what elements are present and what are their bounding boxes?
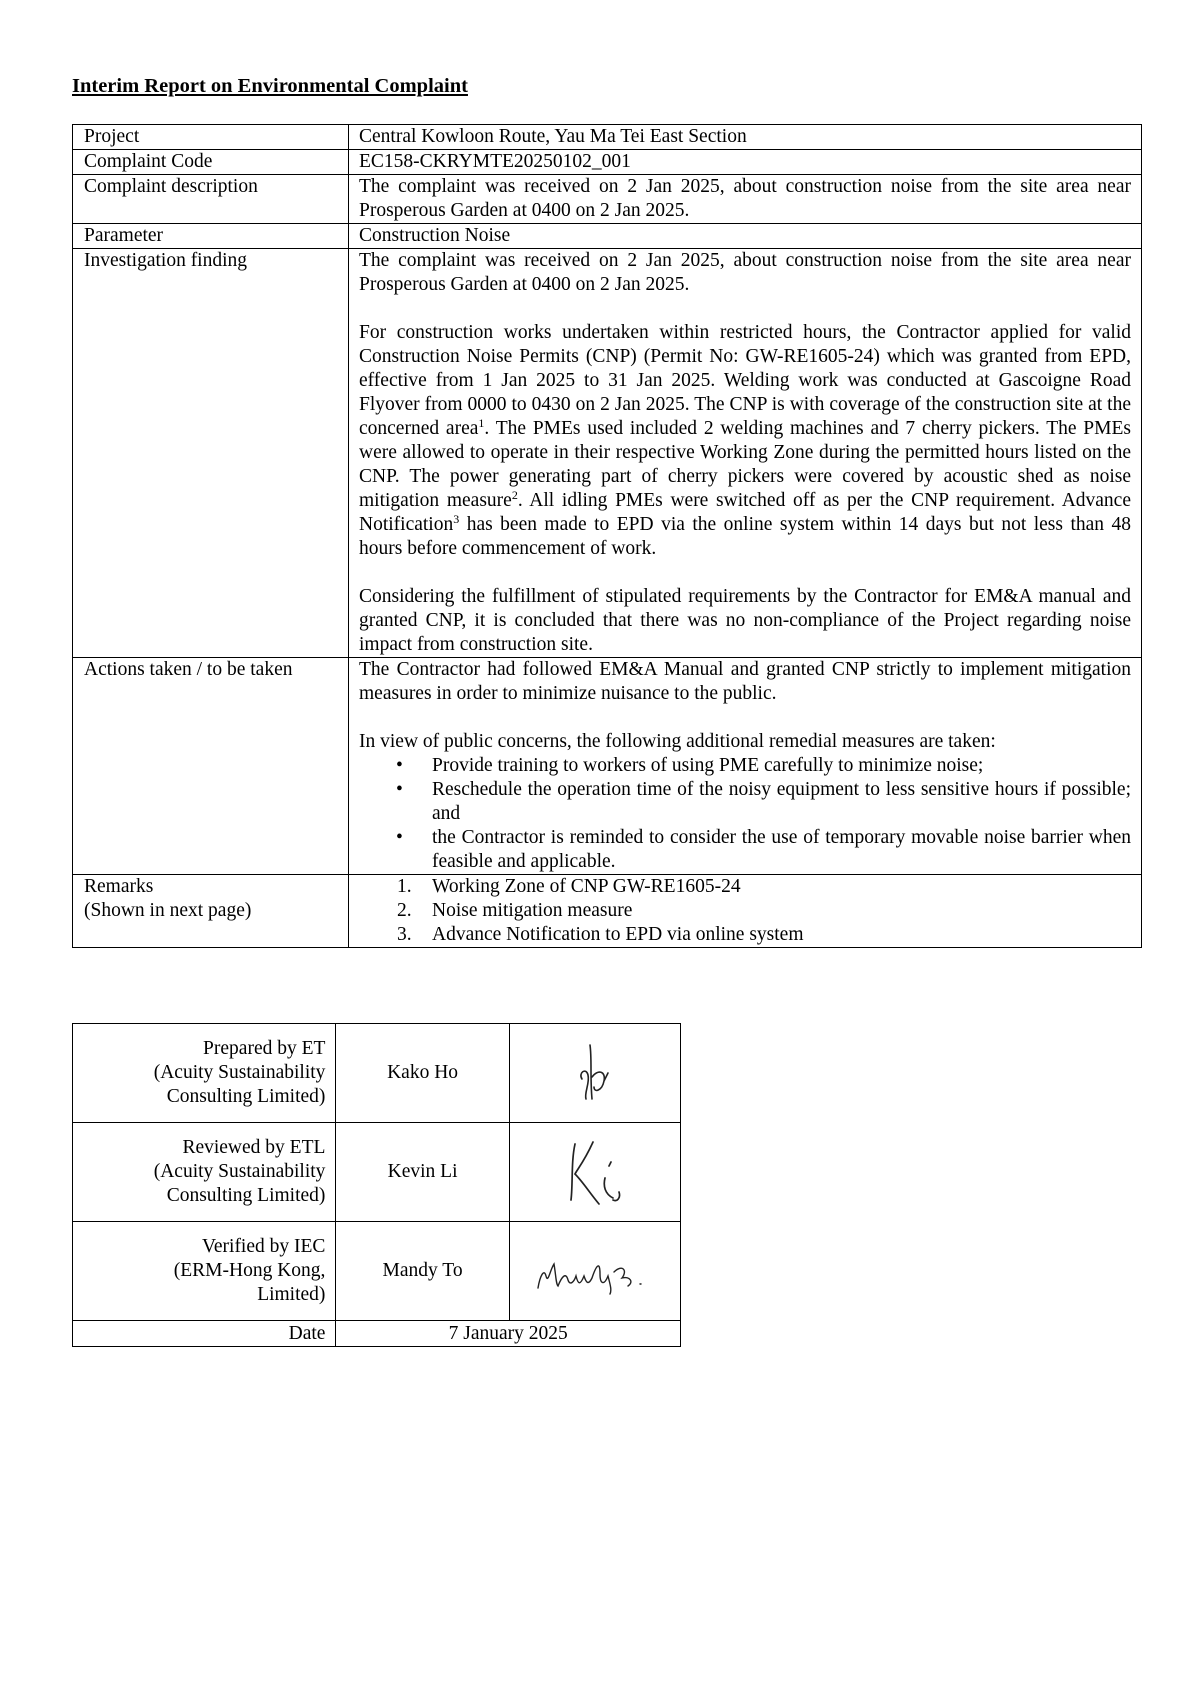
- verified-by-role: Verified by IEC (ERM-Hong Kong, Limited): [73, 1222, 336, 1321]
- row-complaint-code: [73, 150, 1142, 175]
- bullet-icon: •: [396, 827, 403, 848]
- complaint-table: [72, 124, 1142, 948]
- reviewed-by-signature: [509, 1123, 680, 1222]
- list-item: 1. Working Zone of CNP GW-RE1605-24: [397, 876, 741, 897]
- bullet-icon: •: [396, 779, 403, 800]
- verified-by-name: Mandy To: [336, 1222, 509, 1321]
- finding-paragraph-1: The complaint was received on 2 Jan 2025, about construction noise from the site area near Prosperous Garden at 0400 on 2 Jan 2025.: [359, 250, 1131, 295]
- date-value: 7 January 2025: [336, 1321, 681, 1347]
- list-item: • the Contractor is reminded to consider the use of temporary movable noise barrier when feasible and applicable.: [396, 827, 1131, 872]
- finding-paragraph-3: Considering the fulfillment of stipulated requirements by the Contractor for EM&A manual and granted CNP, it is concluded that there was no non-compliance of the Project regarding noise impact from construction site.: [359, 586, 1131, 655]
- row-project: [73, 125, 1142, 150]
- complaint-code-label: Complaint Code: [73, 150, 349, 175]
- row-remarks: [73, 875, 1142, 948]
- investigation-finding-value: [349, 249, 1142, 658]
- date-label: Date: [73, 1321, 336, 1347]
- signature-image: [530, 1246, 660, 1296]
- investigation-finding-label: Investigation finding: [73, 249, 349, 658]
- signature-image: [560, 1037, 630, 1109]
- actions-paragraph-1: The Contractor had followed EM&A Manual and granted CNP strictly to implement mitigation measures in order to minimize nuisance to the public.: [359, 659, 1131, 704]
- complaint-description-value: The complaint was received on 2 Jan 2025, about construction noise from the site area near Prosperous Garden at 0400 on 2 Jan 2025.: [349, 175, 1142, 224]
- project-value: Central Kowloon Route, Yau Ma Tei East Section: [349, 125, 1142, 150]
- footnote-ref-1: 1: [478, 416, 485, 430]
- report-title: Interim Report on Environmental Complaint: [72, 75, 468, 97]
- row-investigation-finding: [73, 249, 1142, 658]
- signoff-table: [72, 1023, 681, 1347]
- complaint-code-value: EC158-CKRYMTE20250102_001: [349, 150, 1142, 175]
- remarks-list: [359, 875, 1131, 947]
- list-item: • Provide training to workers of using PME carefully to minimize noise;: [396, 755, 984, 776]
- signoff-row-verified: [73, 1222, 681, 1321]
- reviewed-by-name: Kevin Li: [336, 1123, 509, 1222]
- parameter-value: Construction Noise: [349, 224, 1142, 249]
- parameter-label: Parameter: [73, 224, 349, 249]
- list-item: • Reschedule the operation time of the noisy equipment to less sensitive hours if possible; and: [396, 779, 1131, 824]
- finding-paragraph-2: For construction works undertaken within restricted hours, the Contractor applied for valid Construction Noise Permits (CNP) (Permit No: GW-RE1605-24) which was granted from EPD, effective from 1 Jan 2025 to 31 Jan 2025. Welding work was conducted at Gascoigne Road Flyover from 0000 to 0430 on 2 Jan 2025. The CNP is with coverage of the construction site at the concerned area$^1$. The PMEs used included 2 welding machines and 7 cherry pickers. The PMEs were allowed to operate in their respective Working Zone during the permitted hours listed on the CNP. The power generating part of cherry pickers were covered by acoustic shed as noise mitigation measure$^2$. All idling PMEs were switched off as per the CNP requirement. Advance Notification$^3$ has been made to EPD via the online system within 14 days but not less than 48 hours before commencement of work.: [359, 322, 1131, 559]
- remedial-measures-list: [359, 754, 1131, 874]
- signoff-row-date: [73, 1321, 681, 1347]
- row-actions: [73, 658, 1142, 875]
- footnote-ref-3: 3: [453, 512, 460, 526]
- row-parameter: [73, 224, 1142, 249]
- actions-paragraph-2: In view of public concerns, the following additional remedial measures are taken:: [359, 731, 996, 752]
- signature-image: [555, 1132, 635, 1212]
- signoff-row-reviewed: [73, 1123, 681, 1222]
- verified-by-signature: [509, 1222, 680, 1321]
- project-label: Project: [73, 125, 349, 150]
- remarks-label: Remarks (Shown in next page): [73, 875, 349, 948]
- prepared-by-signature: [509, 1024, 680, 1123]
- signoff-row-prepared: [73, 1024, 681, 1123]
- actions-label: Actions taken / to be taken: [73, 658, 349, 875]
- reviewed-by-role: Reviewed by ETL (Acuity Sustainability Consulting Limited): [73, 1123, 336, 1222]
- actions-value: [349, 658, 1142, 875]
- prepared-by-role: Prepared by ET (Acuity Sustainability Consulting Limited): [73, 1024, 336, 1123]
- bullet-icon: •: [396, 755, 403, 776]
- complaint-description-label: Complaint description: [73, 175, 349, 224]
- footnote-ref-2: 2: [511, 488, 518, 502]
- list-item: 3. Advance Notification to EPD via online system: [397, 924, 804, 945]
- prepared-by-name: Kako Ho: [336, 1024, 509, 1123]
- remarks-value: [349, 875, 1142, 948]
- list-item: 2. Noise mitigation measure: [397, 900, 633, 921]
- row-complaint-description: [73, 175, 1142, 224]
